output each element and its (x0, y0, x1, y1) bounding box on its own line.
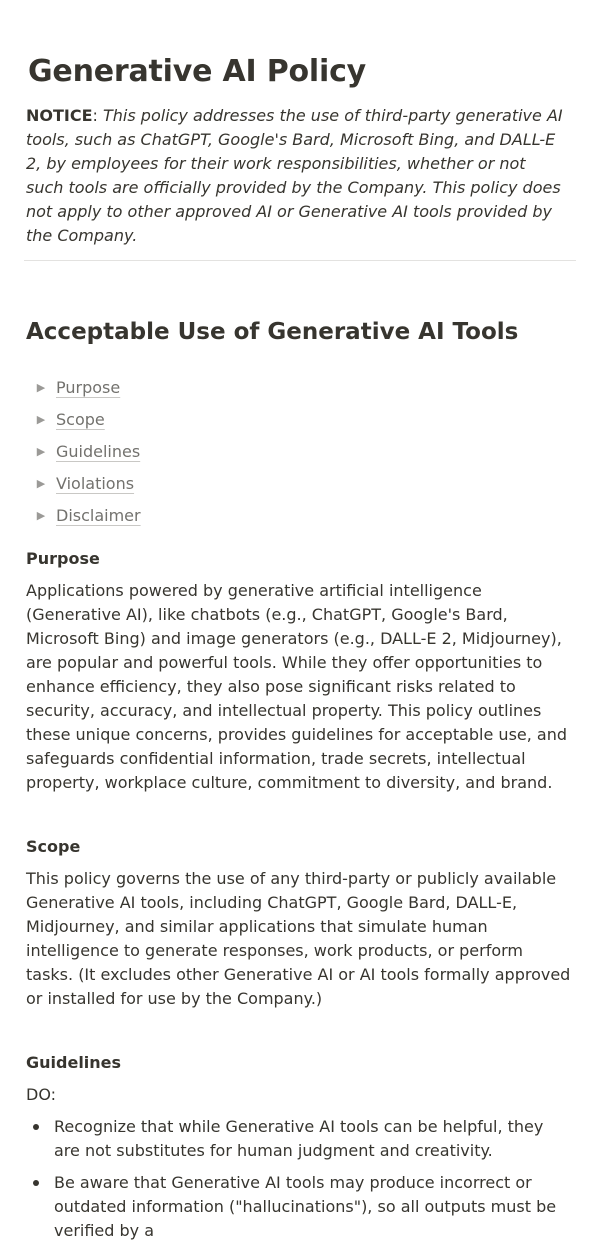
notice-text: This policy addresses the use of third-party generative AI tools, such as ChatGPT, Google's Bard, Microsoft Bing, and DALL-E 2, by employees for their work responsibilities, whether or not such tools are officially provided by the Company. This policy does not apply to other approved AI or Generative AI tools provided by the Company. (26, 106, 563, 245)
purpose-text: Applications powered by generative artificial intelligence (Generative AI), like chatbots (e.g., ChatGPT, Google's Bard, Microsoft Bing) and image generators (e.g., DALL-E 2, Midjourney), are popular and powerful tools. While they offer opportunities to enhance efficiency, they also pose significant risks related to security, accuracy, and intellectual property. This policy outlines these unique concerns, provides guidelines for acceptable use, and safeguards confidential information, trade secrets, intellectual property, workplace culture, commitment to diversity, and brand. (26, 581, 568, 792)
toc-item-guidelines[interactable] (24, 435, 576, 467)
do-list (24, 1115, 576, 1243)
triangle-right-icon[interactable]: ▶ (36, 412, 46, 426)
section-heading: Acceptable Use of Generative AI Tools (26, 319, 519, 345)
triangle-right-icon[interactable]: ▶ (36, 444, 46, 458)
triangle-right-icon[interactable]: ▶ (36, 476, 46, 490)
list-item: Recognize that while Generative AI tools can be helpful, they are not substitutes for human judgment and creativity. (24, 1115, 576, 1163)
toc-item-purpose[interactable] (24, 371, 576, 403)
toc-link-scope[interactable]: Scope (56, 409, 105, 429)
divider (24, 260, 576, 261)
toc-item-violations[interactable] (24, 467, 576, 499)
notice-label: NOTICE (26, 106, 93, 125)
toc-item-scope[interactable] (24, 403, 576, 435)
triangle-right-icon[interactable]: ▶ (36, 380, 46, 394)
list-item: Be aware that Generative AI tools may produce incorrect or outdated information ("hallucinations"), so all outputs must be verified by a (24, 1171, 576, 1243)
toc-item-disclaimer[interactable] (24, 499, 576, 531)
do-label: DO: (26, 1085, 57, 1104)
page-title: Generative AI Policy (28, 54, 367, 89)
toc-link-guidelines[interactable]: Guidelines (56, 441, 141, 461)
purpose-heading: Purpose (26, 549, 100, 568)
table-of-contents (24, 371, 576, 531)
guidelines-heading: Guidelines (26, 1053, 122, 1072)
triangle-right-icon[interactable]: ▶ (36, 508, 46, 522)
toc-link-purpose[interactable]: Purpose (56, 377, 121, 397)
toc-link-violations[interactable]: Violations (56, 473, 135, 493)
scope-text: This policy governs the use of any third-party or publicly available Generative AI tools, including ChatGPT, Google Bard, DALL-E, Midjourney, and similar applications that simulate human intelligence to generate responses, work products, or perform tasks. (It excludes other Generative AI or AI tools formally approved or installed for use by the Company.) (26, 869, 571, 1008)
notice: NOTICE: This policy addresses the use of third-party generative AI tools, such as ChatGPT, Google's Bard, Microsoft Bing, and DALL-E 2, by employees for their work responsibilities, whether or not such tools are officially provided by the Company. This policy does not apply to other approved AI or Generative AI tools provided by the Company. (26, 106, 563, 245)
scope-heading: Scope (26, 837, 81, 856)
toc-link-disclaimer[interactable]: Disclaimer (56, 505, 141, 525)
